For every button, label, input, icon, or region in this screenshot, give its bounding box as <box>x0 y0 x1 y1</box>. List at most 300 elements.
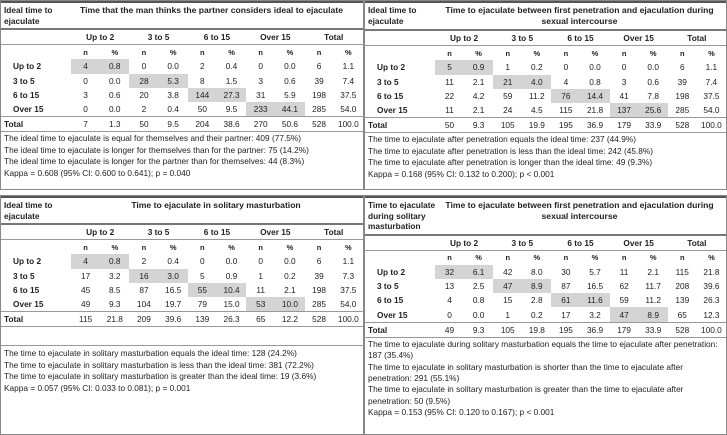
table-cell: 7.3 <box>342 270 355 281</box>
total-cell: 100.0 <box>697 322 726 337</box>
total-cell: 100.0 <box>334 312 363 327</box>
table-cell: 87 <box>561 281 571 292</box>
table-cell: 2.1 <box>284 284 296 295</box>
table-header <box>1 1 363 30</box>
subheader-row <box>365 46 726 61</box>
table-cell: 3.2 <box>589 309 601 320</box>
table-cell: 0.0 <box>225 256 238 267</box>
total-cell: 65 <box>246 312 275 327</box>
diagonal-cell: 76 <box>551 89 580 103</box>
row-label: 6 to 15 <box>377 90 404 101</box>
table-cell: 37.5 <box>340 284 357 295</box>
subheader-cell: % <box>286 242 294 252</box>
diagonal-cell: 14.4 <box>580 89 609 103</box>
subheader-cell: % <box>475 253 482 263</box>
table-cell: 12.3 <box>703 309 720 320</box>
diagonal-cell: 25.6 <box>639 103 668 118</box>
subheader-cell: % <box>708 253 715 263</box>
table-cell: 5.9 <box>284 89 296 100</box>
panel-ideal-vs-masturbation <box>0 195 364 435</box>
total-cell: 50.6 <box>275 117 304 132</box>
table-cell: 0 <box>258 61 264 72</box>
table-cell: 0.0 <box>284 61 296 72</box>
table-cell: 285 <box>312 299 327 310</box>
total-row <box>1 117 363 132</box>
diagonal-cell: 21 <box>493 75 522 89</box>
table-cell: 0.0 <box>109 75 121 86</box>
table-row <box>365 279 726 293</box>
diagonal-cell: 61 <box>551 293 580 307</box>
row-label: Up to 2 <box>13 256 42 267</box>
diagonal-cell: 8.9 <box>522 279 551 293</box>
table-cell: 6 <box>679 62 685 73</box>
table-row <box>1 269 363 283</box>
table-cell: 5 <box>200 270 205 281</box>
total-cell: 139 <box>188 312 217 327</box>
diagonal-cell: 47 <box>610 307 639 322</box>
table-cell: 115 <box>675 266 689 277</box>
total-cell: 38.6 <box>217 117 246 132</box>
table-cell: 0.2 <box>284 270 296 281</box>
row-label: Over 15 <box>377 309 408 320</box>
total-label: Total <box>1 117 71 132</box>
table-header <box>365 196 726 236</box>
notes <box>365 338 726 420</box>
subheader-cell: n <box>316 47 322 57</box>
table-cell: 4.5 <box>531 105 543 116</box>
row-label: Over 15 <box>13 299 44 310</box>
total-cell: 195 <box>551 118 580 133</box>
subheader-cell: n <box>316 242 322 252</box>
total-label: Total <box>365 322 435 337</box>
total-cell: 12.2 <box>275 312 304 327</box>
table-cell: 0 <box>258 256 264 267</box>
row-label: Up to 2 <box>13 61 42 72</box>
table-cell: 24 <box>503 105 513 116</box>
row-label: Over 15 <box>377 105 408 116</box>
total-cell: 195 <box>551 322 580 337</box>
note-line: The time to ejaculate after penetration is longer than the ideal time: 49 (9.3%) <box>368 157 653 168</box>
total-cell: 270 <box>246 117 275 132</box>
table-row <box>365 265 726 279</box>
table-cell: 0.0 <box>284 256 296 267</box>
table-cell: 45 <box>80 284 91 295</box>
note-line: The time to ejaculate after penetration equals the ideal time: 237 (44.9%) <box>368 134 636 145</box>
table-cell: 2.1 <box>472 76 485 87</box>
table-cell: 21.8 <box>586 105 604 116</box>
column-group-row <box>365 31 726 46</box>
row-label: Up to 2 <box>377 266 406 277</box>
note-line: The ideal time to ejaculate is longer for the partner than for themselves: 44 (8.3%) <box>4 156 305 167</box>
subheader-cell: % <box>228 242 235 252</box>
table-cell: 2.8 <box>531 295 543 306</box>
column-group-header: Total <box>668 31 726 46</box>
total-cell: 100.0 <box>334 117 363 132</box>
total-cell: 528 <box>668 322 697 337</box>
table-cell: 50 <box>197 104 207 115</box>
subheader-cell: n <box>258 242 264 252</box>
table-row <box>1 283 363 297</box>
table-cell: 285 <box>675 105 690 116</box>
table-cell: 4 <box>447 295 452 306</box>
table-row <box>365 89 726 103</box>
table-cell: 65 <box>677 309 687 320</box>
column-group-row <box>365 236 726 251</box>
crosstab-table <box>1 30 363 132</box>
table-row <box>1 59 363 73</box>
subheader-cell: % <box>286 47 294 57</box>
table-cell: 22 <box>444 90 455 101</box>
table-cell: 3.2 <box>109 270 121 281</box>
table-cell: 2.5 <box>472 281 485 292</box>
table-cell: 0.2 <box>531 62 543 73</box>
table-header <box>1 196 363 225</box>
table-cell: 7.8 <box>647 90 659 101</box>
subheader-cell: % <box>111 47 119 57</box>
diagonal-cell: 4.0 <box>522 75 551 89</box>
empty-cell <box>365 236 435 251</box>
table-row <box>365 103 726 118</box>
kappa-statistic: Kappa = 0.608 (95% CI: 0.600 to 0.641); p = 0.040 <box>4 167 191 178</box>
diagonal-cell: 0.8 <box>100 254 129 268</box>
subheader-cell: n <box>621 48 627 58</box>
table-cell: 0 <box>83 104 88 115</box>
subheader-cell: n <box>141 242 147 252</box>
table-cell: 0 <box>563 62 569 73</box>
total-cell: 9.5 <box>159 117 188 132</box>
note-line: The time to ejaculate in solitary masturbation is shorter than the time to ejaculate after penetration: 291 (55.1%) <box>368 361 683 384</box>
kappa-statistic: Kappa = 0.057 (95% CI: 0.033 to 0.081); p = 0.001 <box>4 382 191 393</box>
total-cell: 528 <box>668 118 697 133</box>
table-cell: 87 <box>139 284 149 295</box>
row-label: 6 to 15 <box>13 89 40 100</box>
table-cell: 3 <box>258 75 264 86</box>
diagonal-cell: 28 <box>129 74 158 88</box>
total-cell: 36.9 <box>580 322 609 337</box>
diagonal-cell: 144 <box>188 88 217 102</box>
column-group-header: 6 to 15 <box>188 225 246 240</box>
table-cell: 54.0 <box>703 105 720 116</box>
subheader-cell: n <box>563 253 569 263</box>
table-cell: 0 <box>621 62 627 73</box>
row-label: 3 to 5 <box>377 76 399 87</box>
table-cell: 1 <box>258 270 264 281</box>
subheader-cell: % <box>345 47 352 57</box>
diagonal-cell: 27.3 <box>217 88 246 102</box>
subheader-cell: % <box>169 47 177 57</box>
diagonal-cell: 32 <box>435 265 464 279</box>
table-cell: 49 <box>80 299 91 310</box>
diagonal-cell: 5 <box>435 60 464 74</box>
table-cell: 2 <box>141 104 147 115</box>
total-row <box>365 322 726 337</box>
table-cell: 15.0 <box>223 299 240 310</box>
note-line: The ideal time to ejaculate is longer for themselves than for the partner: 75 (14.2%) <box>4 144 309 155</box>
table-cell: 6 <box>316 61 322 72</box>
diagonal-cell: 233 <box>246 102 275 117</box>
notes <box>1 345 363 395</box>
table-cell: 104 <box>137 299 151 310</box>
table-cell: 0.8 <box>472 295 485 306</box>
column-variable-title: Time to ejaculate in solitary masturbation <box>131 200 301 210</box>
subheader-cell: n <box>141 47 147 57</box>
diagonal-cell: 55 <box>188 283 217 297</box>
column-group-header: 6 to 15 <box>188 30 246 45</box>
column-group-header: Up to 2 <box>435 31 493 46</box>
diagonal-cell: 5.3 <box>159 74 188 88</box>
column-group-header: Total <box>668 236 726 251</box>
table-cell: 17 <box>80 270 91 281</box>
crosstab-table <box>365 31 726 133</box>
row-label: Up to 2 <box>377 62 406 73</box>
table-cell: 11.7 <box>645 281 661 292</box>
table-row <box>365 60 726 74</box>
table-cell: 11 <box>256 284 266 295</box>
row-variable-label: Ideal time to ejaculate <box>4 5 53 26</box>
total-cell: 209 <box>129 312 158 327</box>
table-row <box>1 102 363 117</box>
table-cell: 11 <box>445 76 454 87</box>
subheader-cell: % <box>345 242 352 252</box>
total-cell: 179 <box>610 322 639 337</box>
table-cell: 198 <box>312 284 327 295</box>
column-group-row <box>1 30 363 45</box>
table-cell: 198 <box>675 90 690 101</box>
subheader-cell: % <box>111 242 119 252</box>
note-line: The time to ejaculate during solitary masturbation equals the time to ejaculate after penetration: 187 (35.4%) <box>368 338 718 361</box>
table-cell: 3 <box>621 76 627 87</box>
table-cell: 8.0 <box>531 266 543 277</box>
table-cell: 42 <box>503 266 513 277</box>
diagonal-cell: 16 <box>129 269 158 283</box>
subheader-cell: % <box>475 48 482 58</box>
table-cell: 21.8 <box>703 266 720 277</box>
table-cell: 11 <box>445 105 454 116</box>
panel-ideal-vs-penetration <box>364 0 727 190</box>
table-cell: 59 <box>619 295 629 306</box>
table-cell: 4 <box>563 76 569 87</box>
table-header <box>365 1 726 31</box>
note-line: The time to ejaculate in solitary masturbation is greater than the time to ejaculate after penetration: 50 (9.5%) <box>368 384 684 406</box>
crosstab-table <box>1 225 363 327</box>
table-cell: 0.4 <box>167 104 179 115</box>
kappa-statistic: Kappa = 0.153 (95% CI: 0.120 to 0.167); p < 0.001 <box>368 407 555 418</box>
table-cell: 39 <box>314 75 324 86</box>
total-cell: 528 <box>305 312 334 327</box>
table-cell: 11.2 <box>529 90 545 101</box>
notes <box>365 133 726 181</box>
empty-cell <box>365 46 435 61</box>
table-cell: 16.5 <box>165 284 182 295</box>
total-cell: 105 <box>493 322 522 337</box>
table-cell: 54.0 <box>340 299 357 310</box>
subheader-cell: n <box>258 47 264 57</box>
table-cell: 2.1 <box>647 266 659 277</box>
column-group-row <box>1 225 363 240</box>
row-label: 6 to 15 <box>13 284 40 295</box>
table-cell: 0.8 <box>589 76 601 87</box>
subheader-row <box>1 45 363 60</box>
table-cell: 37.5 <box>340 89 357 100</box>
subheader-cell: n <box>83 242 88 252</box>
total-cell: 33.9 <box>639 322 668 337</box>
table-cell: 39 <box>677 76 687 87</box>
table-cell: 1.1 <box>342 256 355 267</box>
table-cell: 1 <box>505 62 511 73</box>
table-cell: 11 <box>619 266 629 277</box>
empty-cell <box>365 250 435 265</box>
empty-cell <box>1 30 71 45</box>
subheader-cell: % <box>649 253 657 263</box>
total-cell: 204 <box>188 117 217 132</box>
total-cell: 1.3 <box>100 117 129 132</box>
subheader-cell: n <box>563 48 569 58</box>
column-group-header: Up to 2 <box>71 225 129 240</box>
subheader-cell: n <box>447 253 452 263</box>
total-row <box>1 312 363 327</box>
table-cell: 41 <box>619 90 629 101</box>
column-group-header: Total <box>305 225 364 240</box>
row-label: 3 to 5 <box>377 281 399 292</box>
table-cell: 15 <box>503 295 513 306</box>
diagonal-cell: 10.4 <box>217 283 246 297</box>
column-group-header: 6 to 15 <box>551 31 609 46</box>
table-cell: 59 <box>503 90 513 101</box>
kappa-statistic: Kappa = 0.168 (95% CI: 0.132 to 0.200); p < 0.001 <box>368 168 555 179</box>
total-cell: 528 <box>305 117 334 132</box>
table-cell: 0.6 <box>647 76 659 87</box>
subheader-cell: % <box>591 48 599 58</box>
table-cell: 39.6 <box>703 281 720 292</box>
table-cell: 62 <box>619 281 629 292</box>
row-variable-label: Ideal time to ejaculate <box>368 5 417 26</box>
subheader-cell: n <box>505 253 511 263</box>
table-cell: 30 <box>561 266 571 277</box>
column-variable-title: Time to ejaculate between first penetration and ejaculation during sexual intercourse <box>445 200 714 221</box>
table-cell: 0 <box>83 75 88 86</box>
table-cell: 0.4 <box>167 256 179 267</box>
table-cell: 13 <box>444 281 455 292</box>
table-cell: 0 <box>447 309 452 320</box>
total-cell: 33.9 <box>639 118 668 133</box>
table-cell: 115 <box>559 105 573 116</box>
table-row <box>1 297 363 312</box>
subheader-cell: n <box>447 48 452 58</box>
total-cell: 9.3 <box>464 118 493 133</box>
table-cell: 1.5 <box>225 75 238 86</box>
row-label: 6 to 15 <box>377 295 404 306</box>
total-cell: 50 <box>435 118 464 133</box>
table-cell: 198 <box>312 89 327 100</box>
table-row <box>1 254 363 268</box>
table-cell: 37.5 <box>703 90 720 101</box>
diagonal-cell: 4 <box>71 254 100 268</box>
table-cell: 208 <box>675 281 690 292</box>
crosstab-table <box>365 236 726 338</box>
diagonal-cell: 47 <box>493 279 522 293</box>
subheader-cell: n <box>680 48 685 58</box>
note-line: The time to ejaculate in solitary masturbation is greater than the ideal time: 19 (3.6%) <box>4 371 317 382</box>
diagonal-cell: 10.0 <box>275 297 304 312</box>
table-cell: 1 <box>505 309 511 320</box>
table-cell: 0.6 <box>284 75 296 86</box>
column-group-header: Over 15 <box>246 30 304 45</box>
total-cell: 50 <box>129 117 158 132</box>
table-cell: 4.2 <box>472 90 485 101</box>
table-cell: 1.1 <box>705 62 718 73</box>
table-row <box>1 88 363 102</box>
total-cell: 115 <box>71 312 100 327</box>
table-cell: 17 <box>561 309 571 320</box>
note-line: The time to ejaculate after penetration is less than the ideal time: 242 (45.8%) <box>368 145 654 156</box>
row-variable-label: Time to ejaculate during solitary masturbation <box>368 200 436 231</box>
subheader-cell: n <box>83 47 88 57</box>
table-cell: 54.0 <box>340 104 357 115</box>
table-cell: 3 <box>83 89 88 100</box>
row-label: Over 15 <box>13 104 44 115</box>
table-cell: 26.3 <box>703 295 720 306</box>
table-cell: 79 <box>197 299 207 310</box>
table-cell: 3.8 <box>167 89 179 100</box>
table-cell: 20 <box>139 89 149 100</box>
table-cell: 0.4 <box>225 61 238 72</box>
column-group-header: 3 to 5 <box>493 236 551 251</box>
subheader-cell: % <box>649 48 657 58</box>
subheader-cell: n <box>505 48 511 58</box>
table-cell: 2 <box>200 61 205 72</box>
table-cell: 11.2 <box>645 295 661 306</box>
subheader-cell: % <box>591 253 599 263</box>
row-variable-label: Ideal time to ejaculate <box>4 200 53 221</box>
total-cell: 21.8 <box>100 312 129 327</box>
total-cell: 179 <box>610 118 639 133</box>
subheader-cell: n <box>200 47 205 57</box>
table-cell: 0.0 <box>109 104 121 115</box>
column-group-header: 3 to 5 <box>493 31 551 46</box>
total-row <box>365 118 726 133</box>
diagonal-cell: 8.9 <box>639 307 668 322</box>
table-cell: 2 <box>141 256 147 267</box>
empty-cell <box>1 45 71 60</box>
table-cell: 0 <box>200 256 205 267</box>
table-cell: 5.7 <box>589 266 601 277</box>
total-cell: 100.0 <box>697 118 726 133</box>
table-row <box>365 75 726 89</box>
column-group-header: Total <box>305 30 364 45</box>
row-label: 3 to 5 <box>13 75 35 86</box>
panel-masturbation-vs-penetration <box>364 195 727 435</box>
total-cell: 7 <box>71 117 100 132</box>
subheader-row <box>365 250 726 265</box>
table-cell: 8.5 <box>109 284 121 295</box>
table-row <box>365 307 726 322</box>
column-group-header: Up to 2 <box>435 236 493 251</box>
subheader-cell: % <box>708 48 715 58</box>
total-cell: 9.3 <box>464 322 493 337</box>
table-cell: 0.0 <box>647 62 659 73</box>
table-cell: 0.0 <box>472 309 485 320</box>
table-cell: 0.9 <box>225 270 238 281</box>
table-cell: 9.3 <box>109 299 121 310</box>
table-row <box>365 293 726 307</box>
diagonal-cell: 137 <box>610 103 639 118</box>
row-label: 3 to 5 <box>13 270 35 281</box>
total-cell: 36.9 <box>580 118 609 133</box>
total-cell: 105 <box>493 118 522 133</box>
panel-ideal-vs-partner <box>0 0 364 190</box>
column-group-header: 3 to 5 <box>129 30 187 45</box>
diagonal-cell: 11.6 <box>580 293 609 307</box>
